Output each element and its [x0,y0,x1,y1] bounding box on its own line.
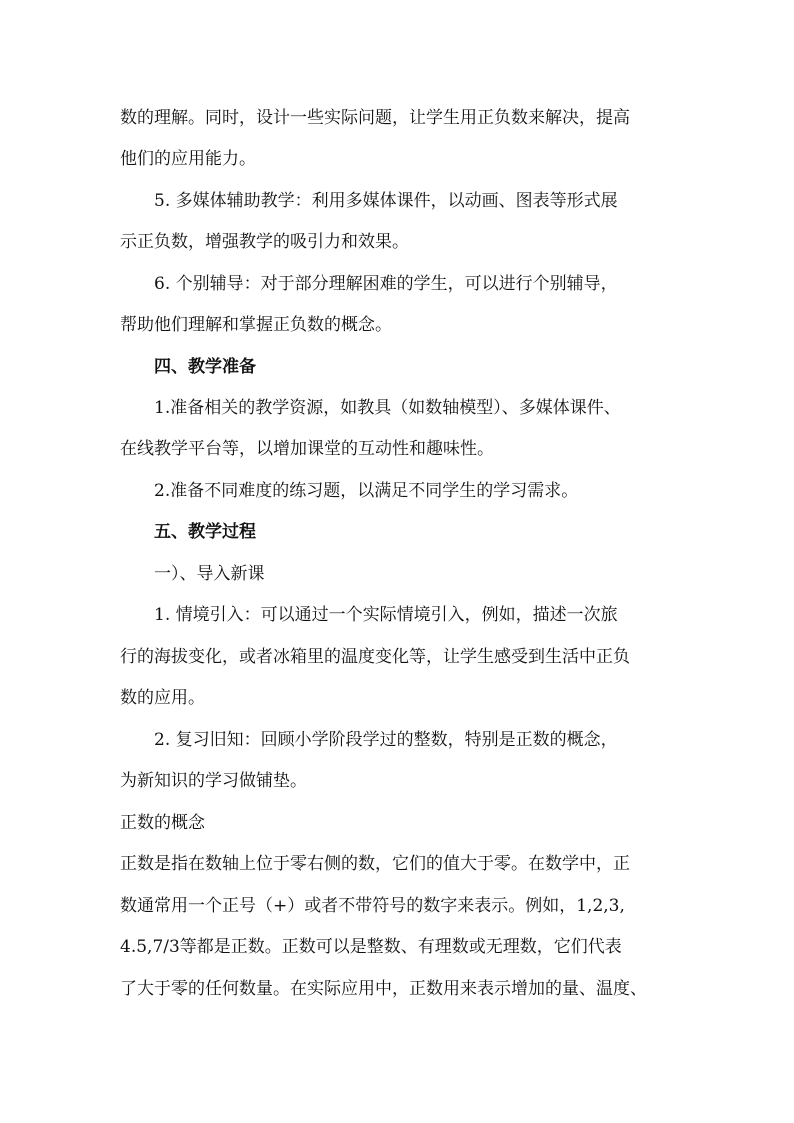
paragraph-line: 数的理解。同时，设计一些实际问题，让学生用正负数来解决，提高 [120,108,630,128]
list-item-6-line: 6. 个别辅导：对于部分理解困难的学生，可以进行个别辅导， [154,274,618,294]
list-item-intro-1-line: 数的应用。 [120,688,205,708]
subsection-heading-intro: 一）、导入新课 [154,564,265,584]
list-item-intro-2-line: 为新知识的学习做铺垫。 [120,771,307,791]
list-item-5-line: 示正负数，增强教学的吸引力和效果。 [120,232,409,252]
subheading-positive-number: 正数的概念 [120,813,205,833]
section-heading-preparation: 四、教学准备 [154,357,256,377]
paragraph-line: 数通常用一个正号（+）或者不带符号的数字来表示。例如，1,2,3, [120,896,625,916]
paragraph-line: 正数是指在数轴上位于零右侧的数，它们的值大于零。在数学中，正 [120,854,630,874]
list-item-intro-1-line: 1. 情境引入：可以通过一个实际情境引入，例如，描述一次旅 [154,605,618,625]
paragraph-line: 4.5,7/3等都是正数。正数可以是整数、有理数或无理数，它们代表 [120,937,622,957]
list-item-prep-2-line: 2.准备不同难度的练习题，以满足不同学生的学习需求。 [154,481,579,501]
list-item-5-line: 5. 多媒体辅助教学：利用多媒体课件，以动画、图表等形式展 [154,191,618,211]
list-item-intro-2-line: 2. 复习旧知：回顾小学阶段学过的整数，特别是正数的概念， [154,730,618,750]
list-item-intro-1-line: 行的海拔变化，或者冰箱里的温度变化等，让学生感受到生活中正负 [120,647,630,667]
paragraph-line: 他们的应用能力。 [120,149,256,169]
section-heading-process: 五、教学过程 [154,522,256,542]
list-item-prep-1-line: 1.准备相关的教学资源，如教具（如数轴模型）、多媒体课件、 [154,398,621,418]
list-item-prep-1-line: 在线教学平台等，以增加课堂的互动性和趣味性。 [120,439,494,459]
paragraph-line: 了大于零的任何数量。在实际应用中，正数用来表示增加的量、温度、 [120,979,647,999]
list-item-6-line: 帮助他们理解和掌握正负数的概念。 [120,315,392,335]
